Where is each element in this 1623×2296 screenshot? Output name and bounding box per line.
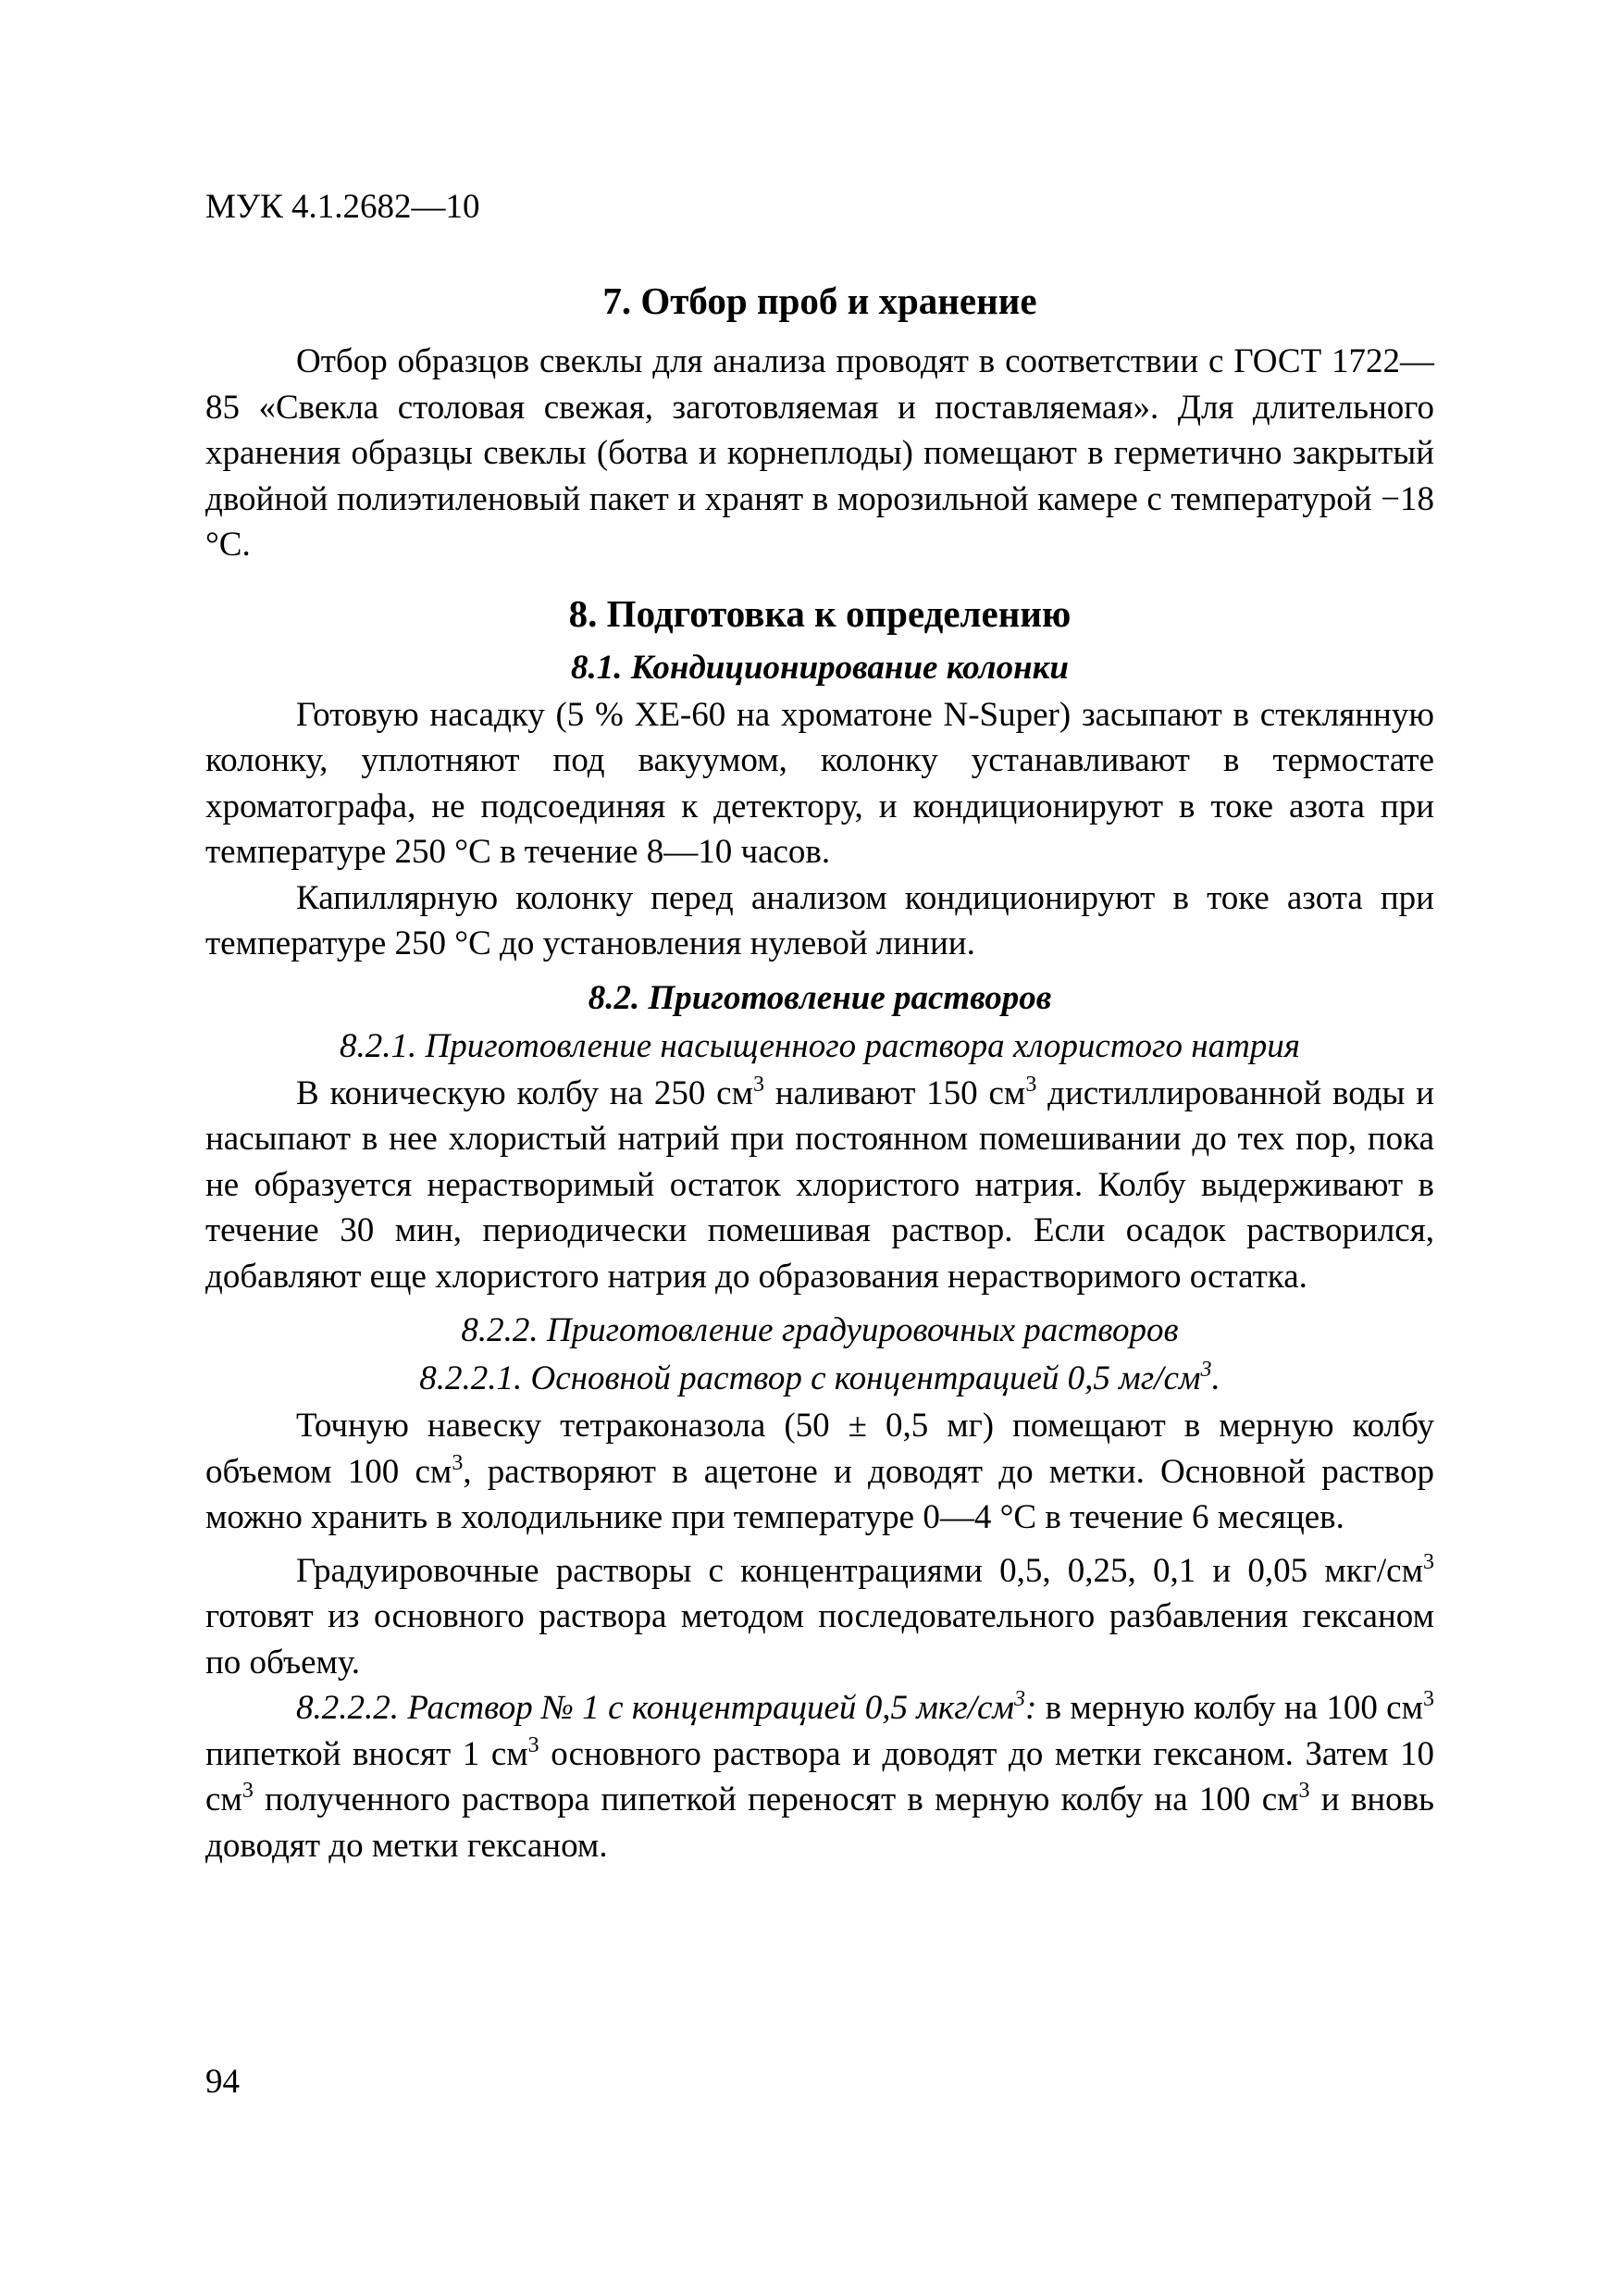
subsection-8-2-title: 8.2. Приготовление растворов — [588, 978, 1052, 1017]
inline-heading-8-2-2-2 — [296, 1689, 1036, 1727]
text-segment: , растворяют в ацетоне и доводят до метки. Основной раствор можно хранить в холодильнике при температуре 0—4 °С в течение 6 месяцев. — [205, 1452, 1434, 1536]
section-8-title: 8. Подготовка к определению — [568, 591, 1072, 635]
subsection-8-2-1-title: 8.2.1. Приготовление насыщенного раствора хлористого натрия — [339, 1026, 1301, 1065]
subsection-8-1-paragraph-1: Готовую насадку (5 % XE-60 на хроматоне N-Super) засыпают в стеклянную колонку, уплотняют под вакуумом, колонку устанавливают в термостате хроматографа, не подсоединяя к детектору, и кондиционируют в токе азота при температуре 250 °С в течение 8—10 часов. — [205, 695, 1434, 871]
superscript: 3 — [753, 1072, 764, 1097]
text-segment: полученного раствора пипеткой переносят в мерную колбу на 100 см — [253, 1781, 1299, 1818]
subsection-8-2-2-1-title — [205, 1355, 1434, 1403]
superscript: 3 — [452, 1450, 464, 1475]
text-segment: : — [1024, 1689, 1037, 1727]
subsection-8-1-paragraph-2: Капиллярную колонку перед анализом кондиционируют в токе азота при температуре 250 °С до установления нулевой линии. — [205, 878, 1434, 962]
superscript: 3 — [242, 1779, 254, 1803]
page-content — [205, 278, 1434, 1868]
section-7-paragraph: Отбор образцов свеклы для анализа проводят в соответствии с ГОСТ 1722—85 «Свекла столовая свежая, заготовляемая и поставляемая». Для длительного хранения образцы свеклы (ботва и корнеплоды) помещают в герметично закрытый двойной полиэтиленовый пакет и хранят в морозильной камере с температурой −18 °С. — [205, 342, 1434, 564]
calibration-paragraph — [205, 1548, 1434, 1686]
subsection-8-2-1-paragraph — [205, 1071, 1434, 1300]
text-segment: основного раствора и доводят до метки гексаном. Затем 10 см — [205, 1734, 1435, 1818]
text-segment: В коническую колбу на 250 см — [296, 1074, 753, 1112]
text-segment: 8.2.2.1. Основной раствор с концентрацией 0,5 мг/см — [419, 1359, 1201, 1397]
text-segment: готовят из основного раствора методом последовательного разбавления гексаном по объему. — [205, 1597, 1434, 1682]
text-segment: дистиллированной воды и насыпают в нее хлористый натрий при постоянном помешивании до тех пор, пока не образуется нерастворимый остаток хлористого натрия. Колбу выдерживают в течение 30 мин, периодически помешивая раствор. Если осадок растворился, добавляют еще хлористого натрия до образования нерастворимого остатка. — [205, 1074, 1434, 1296]
page-number: 94 — [205, 2063, 240, 2101]
superscript: 3 — [1200, 1358, 1212, 1382]
text-segment: . — [1211, 1359, 1220, 1397]
subsection-8-2-2-1-paragraph — [205, 1403, 1434, 1541]
superscript: 3 — [1025, 1072, 1037, 1097]
subsection-8-2-2-title: 8.2.2. Приготовление градуировочных растворов — [461, 1311, 1179, 1349]
superscript: 3 — [1423, 1549, 1434, 1574]
superscript: 3 — [1013, 1687, 1025, 1711]
text-segment: Точную навеску тетраконазола (50 ± 0,5 мг) помещают в мерную колбу объемом 100 см — [205, 1407, 1434, 1491]
superscript: 3 — [1298, 1779, 1310, 1803]
text-segment: Градуировочные растворы с концентрациями 0,5, 0,25, 0,1 и 0,05 мкг/см — [296, 1551, 1423, 1590]
text-segment: пипеткой вносят 1 см — [205, 1734, 528, 1773]
section-7-title: 7. Отбор проб и хранение — [602, 279, 1037, 322]
text-segment: наливают 150 см — [764, 1074, 1026, 1112]
superscript: 3 — [1423, 1687, 1434, 1711]
text-segment: и вновь доводят до метки гексаном. — [205, 1781, 1434, 1865]
text-segment: 8.2.2.2. Раствор № 1 с концентрацией 0,5 мкг/см — [296, 1689, 1014, 1727]
superscript: 3 — [527, 1732, 539, 1757]
subsection-8-1-title: 8.1. Кондиционирование колонки — [570, 648, 1070, 687]
text-segment: в мерную колбу на 100 см — [1036, 1689, 1423, 1727]
document-code-header: МУК 4.1.2682—10 — [205, 188, 480, 226]
subsection-8-2-2-2-paragraph — [205, 1685, 1434, 1868]
